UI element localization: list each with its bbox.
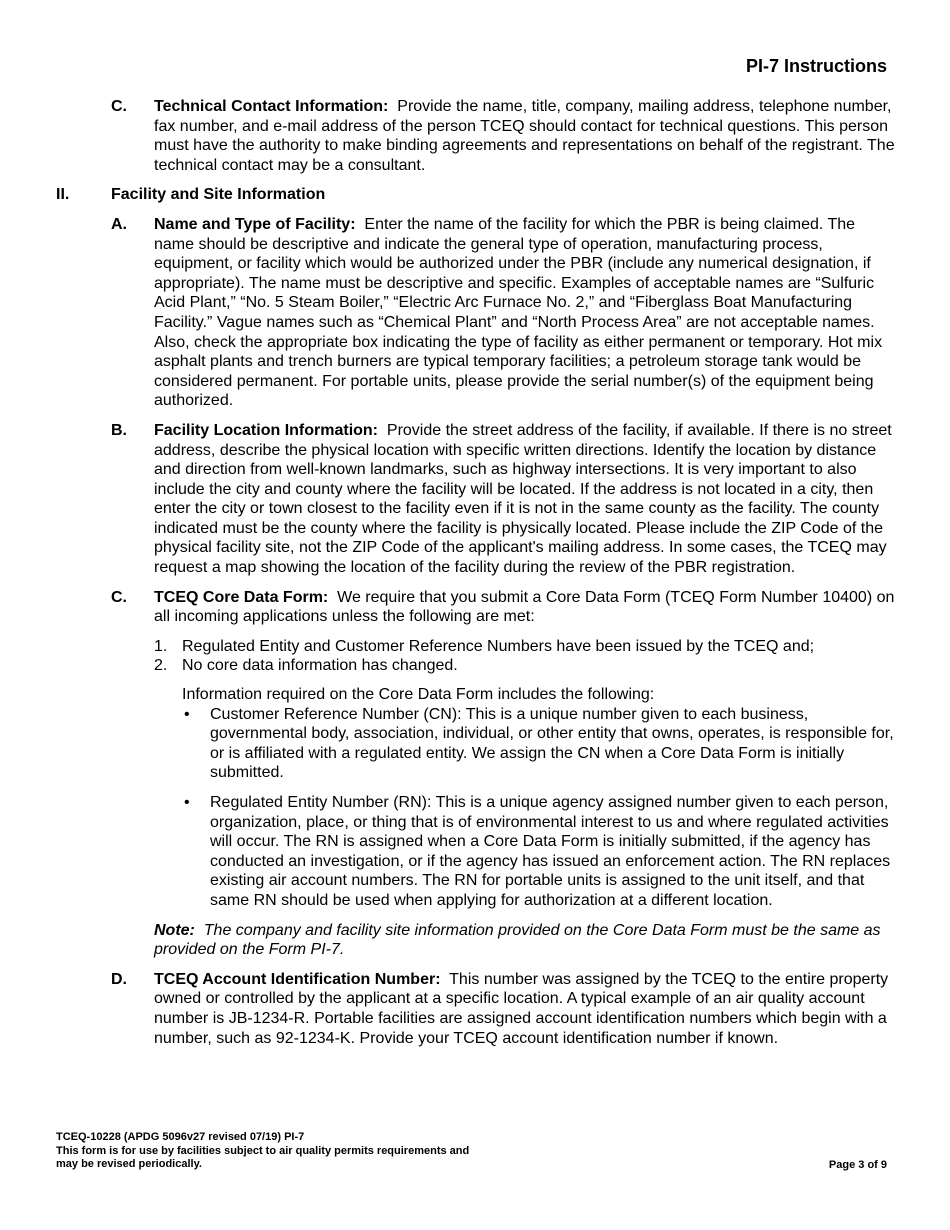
number-text: Regulated Entity and Customer Reference Numbers have been issued by the TCEQ and; (182, 637, 815, 655)
item-text: Provide the name, title, company, mailing address, telephone number, fax number, and e-mail address of the person TCEQ should contact for technical questions. This person must have the authority to make binding agreements and representations on behalf of the registrant. The technical contact may be a consultant. (154, 98, 895, 174)
item-heading: TCEQ Account Identification Number: (154, 970, 441, 988)
item-label: C. (111, 588, 127, 606)
section-label: II. (56, 186, 70, 204)
footer-usage-note: This form is for use by facilities subject to air quality permits requirements and (56, 1144, 470, 1157)
core-data-form-item (0, 588, 950, 627)
item-label: C. (111, 98, 127, 115)
core-data-info-intro: Information required on the Core Data Form includes the following: (182, 686, 655, 704)
number-label: 1. (154, 637, 168, 655)
note-label: Note: (154, 921, 195, 939)
page-footer (56, 1131, 469, 1172)
bullet-item (0, 793, 950, 911)
numbered-item (0, 637, 950, 657)
item-text: This number was assigned by the TCEQ to the entire property owned or controlled by the applicant at a specific location. A typical example of an air quality account number is JB-1234-R. Portable facilities are assigned account identification numbers which begin with a number, such as 92-1234-K. Provide your TCEQ account identification number if known. (154, 970, 889, 1047)
technical-contact-item (0, 97, 950, 175)
footer-revision-note: may be revised periodically. (56, 1158, 202, 1170)
note-text: The company and facility site information provided on the Core Data Form must be the same as provided on the Form PI-7. (154, 921, 881, 959)
item-label: A. (111, 215, 127, 233)
item-text: Provide the street address of the facility, if available. If there is no street address, describe the physical location with specific written directions. Identify the location by distance and direction from well-known landmarks, such as highway intersections. It is very important to also include the city and county where the facility will be located. If the address is not located in a city, then enter the city or town closest to the facility even if it is not in the same county as the facility. The county indicated must be the county where the facility is physically located. Please include the ZIP Code of the physical facility site, not the ZIP Code of the applicant's mailing address. In some cases, the TCEQ may request a map showing the location of the facility during the review of the PBR registration. (154, 421, 892, 577)
note-paragraph (0, 921, 950, 960)
facility-name-item (0, 215, 950, 411)
section-heading (0, 185, 950, 205)
number-label: 2. (154, 657, 168, 675)
item-label: D. (111, 970, 127, 988)
item-text: We require that you submit a Core Data Form (TCEQ Form Number 10400) on all incoming applications unless the following are met: (154, 588, 895, 626)
bullet-item (0, 705, 950, 783)
item-heading: TCEQ Core Data Form: (154, 588, 329, 606)
bullet-text: Regulated Entity Number (RN): This is a unique agency assigned number given to each person, organization, place, or thing that is of environmental interest to us and where regulated activities will occur. The RN is assigned when a Core Data Form is initially submitted, if the agency has conducted an investigation, or if the agency has issued an enforcement action. The RN replaces existing air account numbers. The RN for portable units is assigned to the unit itself, and that same RN should be used when applying for authorization at a different location. (210, 794, 891, 909)
account-id-item (0, 970, 950, 1048)
document-body (0, 97, 950, 1048)
numbered-item (0, 656, 950, 676)
footer-form-id: TCEQ-10228 (APDG 5096v27 revised 07/19) PI-7 (56, 1131, 305, 1143)
page-header-title: PI-7 Instructions (745, 56, 887, 76)
page-number: Page 3 of 9 (828, 1159, 887, 1171)
item-label: B. (111, 421, 127, 439)
bullet-icon: • (184, 705, 190, 723)
number-text: No core data information has changed. (182, 657, 458, 675)
item-heading: Technical Contact Information: (154, 98, 389, 115)
bullet-text: Customer Reference Number (CN): This is a unique number given to each business, governmental body, association, individual, or other entity that owns, operates, is responsible for, or is affiliated with a regulated entity. We assign the CN when a Core Data Form is initially submitted. (210, 705, 894, 782)
bullet-icon: • (184, 794, 190, 811)
item-heading: Name and Type of Facility: (154, 215, 356, 233)
item-text: Enter the name of the facility for which the PBR is being claimed. The name should be descriptive and indicate the general type of operation, manufacturing process, equipment, or facility which would be authorized under the PBR (include any numerical designation, if appropriate). The name must be descriptive and specific. Examples of acceptable names are “Sulfuric Acid Plant,” “No. 5 Steam Boiler,” “Electric Arc Furnace No. 2,” and “Fiberglass Boat Manufacturing Facility.” Vague names such as “Chemical Plant” and “North Process Area” are not acceptable names. Also, check the appropriate box indicating the type of facility as either permanent or temporary. Hot mix asphalt plants and trench burners are typical temporary facilities; a petroleum storage tank would be considered permanent. For portable units, please provide the serial number(s) of the equipment being authorized. (154, 215, 883, 410)
item-heading: Facility Location Information: (154, 421, 379, 439)
section-title: Facility and Site Information (111, 186, 326, 204)
facility-location-item (0, 421, 950, 578)
